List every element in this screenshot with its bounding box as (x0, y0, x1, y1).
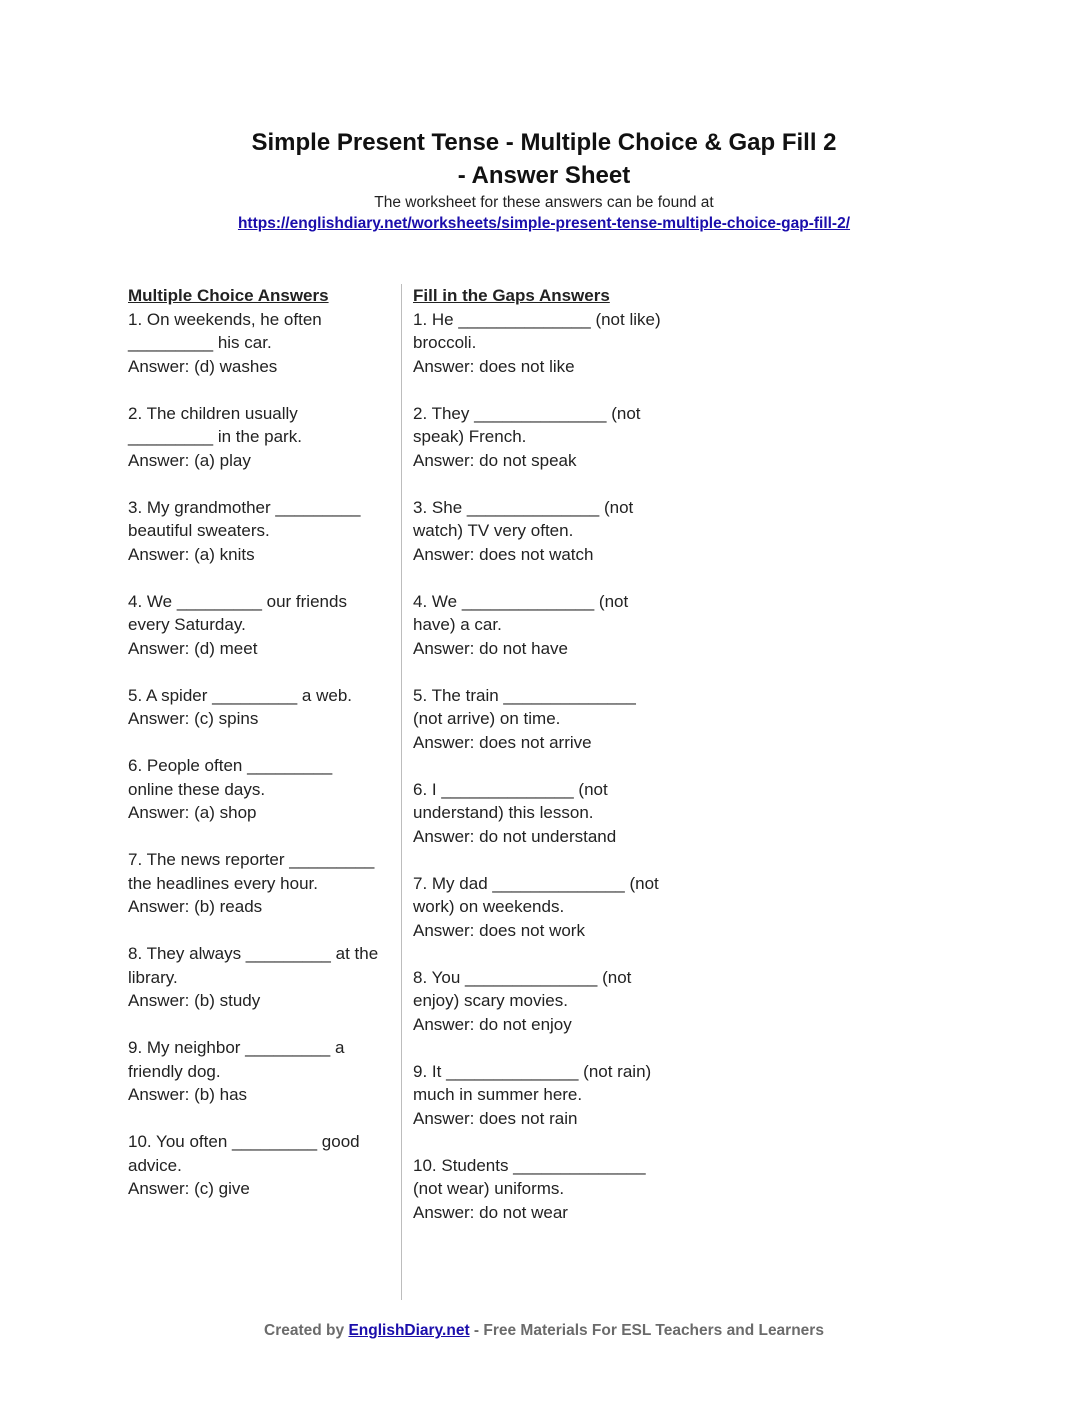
gap-fill-item (413, 778, 675, 849)
gap-fill-item-line: 8. You ______________ (not (413, 967, 632, 987)
footer-prefix: Created by (264, 1322, 349, 1339)
gap-fill-item-line: have) a car. (413, 615, 502, 634)
multiple-choice-item-line: the headlines every hour. (128, 873, 318, 893)
multiple-choice-item-line: Answer: (d) meet (128, 638, 258, 658)
gap-fill-item-line: 7. My dad ______________ (not (413, 873, 659, 893)
gap-fill-item (413, 496, 675, 567)
multiple-choice-item-line: every Saturday. (128, 615, 246, 634)
multiple-choice-item-line: 1. On weekends, he often (128, 309, 322, 329)
gap-fill-item-line: Answer: do not speak (413, 450, 577, 470)
multiple-choice-heading: Multiple Choice Answers (128, 286, 329, 305)
gap-fill-item-line: 2. They ______________ (not (413, 403, 641, 423)
multiple-choice-item (128, 1130, 390, 1201)
gap-fill-item (413, 1060, 675, 1131)
multiple-choice-item-line: 7. The news reporter _________ (128, 850, 375, 869)
gap-fill-item (413, 590, 675, 661)
gap-fill-item-line: enjoy) scary movies. (413, 991, 568, 1010)
multiple-choice-column (128, 284, 390, 1224)
multiple-choice-item-line: 6. People often _________ (128, 756, 333, 775)
multiple-choice-item (128, 1036, 390, 1107)
gap-fill-item-line: much in summer here. (413, 1085, 583, 1104)
gap-fill-item-line: 9. It ______________ (not rain) (413, 1061, 652, 1081)
multiple-choice-item-line: _________ in the park. (128, 427, 302, 446)
worksheet-link[interactable]: https://englishdiary.net/worksheets/simple-present-tense-multiple-choice-gap-fill-2/ (237, 215, 851, 232)
gap-fill-item-line: (not wear) uniforms. (413, 1179, 565, 1198)
gap-fill-item-line: Answer: does not work (413, 920, 585, 940)
gap-fill-item-line: 6. I ______________ (not (413, 779, 608, 799)
multiple-choice-item (128, 848, 390, 919)
gap-fill-item-line: work) on weekends. (413, 897, 565, 916)
multiple-choice-item-line: friendly dog. (128, 1061, 221, 1081)
gap-fill-item (413, 872, 675, 943)
multiple-choice-item-line: Answer: (b) study (128, 991, 261, 1010)
gap-fill-item-line: 5. The train ______________ (413, 685, 636, 705)
gap-fill-item (413, 308, 675, 379)
multiple-choice-item-line: Answer: (b) reads (128, 897, 263, 916)
multiple-choice-list (128, 308, 390, 1201)
gap-fill-item-line: broccoli. (413, 333, 477, 352)
gap-fill-item (413, 684, 675, 755)
multiple-choice-item-line: Answer: (a) knits (128, 544, 255, 564)
multiple-choice-item-line: 5. A spider _________ a web. (128, 685, 353, 705)
footer-suffix: - Free Materials For ESL Teachers and Learners (469, 1322, 824, 1339)
gap-fill-item-line: Answer: do not enjoy (413, 1014, 572, 1034)
subtitle: The worksheet for these answers can be found at (374, 194, 714, 211)
multiple-choice-item-line: 10. You often _________ good (128, 1132, 360, 1151)
footer-link[interactable]: EnglishDiary.net (348, 1322, 470, 1339)
multiple-choice-item-line: _________ his car. (128, 333, 272, 352)
gap-fill-item-line: Answer: does not rain (413, 1108, 578, 1128)
gap-fill-item-line: Answer: does not watch (413, 544, 594, 564)
gap-fill-column (413, 284, 675, 1248)
multiple-choice-item-line: library. (128, 967, 178, 987)
gap-fill-item-line: Answer: do not have (413, 638, 568, 658)
multiple-choice-item-line: Answer: (a) play (128, 450, 251, 470)
footer (0, 1322, 1088, 1340)
multiple-choice-item (128, 496, 390, 567)
gap-fill-item (413, 402, 675, 473)
gap-fill-list (413, 308, 675, 1225)
multiple-choice-item-line: 8. They always _________ at the (128, 944, 379, 963)
gap-fill-item-line: Answer: do not wear (413, 1202, 568, 1222)
page-title (220, 126, 868, 192)
multiple-choice-item-line: Answer: (c) give (128, 1179, 250, 1198)
multiple-choice-item-line: Answer: (a) shop (128, 803, 257, 822)
multiple-choice-item (128, 942, 390, 1013)
column-divider (401, 284, 402, 1300)
multiple-choice-item (128, 684, 390, 731)
gap-fill-item (413, 1154, 675, 1225)
gap-fill-item (413, 966, 675, 1037)
multiple-choice-item-line: Answer: (c) spins (128, 709, 259, 728)
gap-fill-item-line: 1. He ______________ (not like) (413, 309, 661, 329)
multiple-choice-item-line: 9. My neighbor _________ a (128, 1038, 345, 1057)
multiple-choice-item-line: advice. (128, 1155, 182, 1175)
title-line-2: - Answer Sheet (457, 162, 631, 189)
multiple-choice-item (128, 754, 390, 825)
multiple-choice-item (128, 590, 390, 661)
gap-fill-item-line: understand) this lesson. (413, 803, 594, 822)
multiple-choice-item-line: 3. My grandmother _________ (128, 497, 361, 517)
multiple-choice-item-line: Answer: (b) has (128, 1085, 248, 1104)
multiple-choice-item-line: 4. We _________ our friends (128, 591, 347, 611)
gap-fill-item-line: 10. Students ______________ (413, 1155, 646, 1175)
title-line-1: Simple Present Tense - Multiple Choice & Gap Fill 2 (251, 129, 837, 156)
gap-fill-item-line: watch) TV very often. (413, 521, 574, 540)
multiple-choice-item (128, 402, 390, 473)
gap-fill-item-line: 4. We ______________ (not (413, 591, 629, 611)
multiple-choice-item-line: beautiful sweaters. (128, 521, 270, 540)
multiple-choice-item (128, 308, 390, 379)
gap-fill-item-line: Answer: does not arrive (413, 732, 592, 752)
gap-fill-item-line: 3. She ______________ (not (413, 497, 634, 517)
multiple-choice-item-line: online these days. (128, 779, 266, 799)
gap-fill-heading: Fill in the Gaps Answers (413, 286, 610, 305)
gap-fill-item-line: Answer: does not like (413, 356, 575, 376)
multiple-choice-item-line: 2. The children usually (128, 403, 298, 423)
multiple-choice-item-line: Answer: (d) washes (128, 356, 278, 376)
gap-fill-item-line: Answer: do not understand (413, 826, 617, 846)
gap-fill-item-line: (not arrive) on time. (413, 709, 561, 728)
gap-fill-item-line: speak) French. (413, 427, 527, 446)
